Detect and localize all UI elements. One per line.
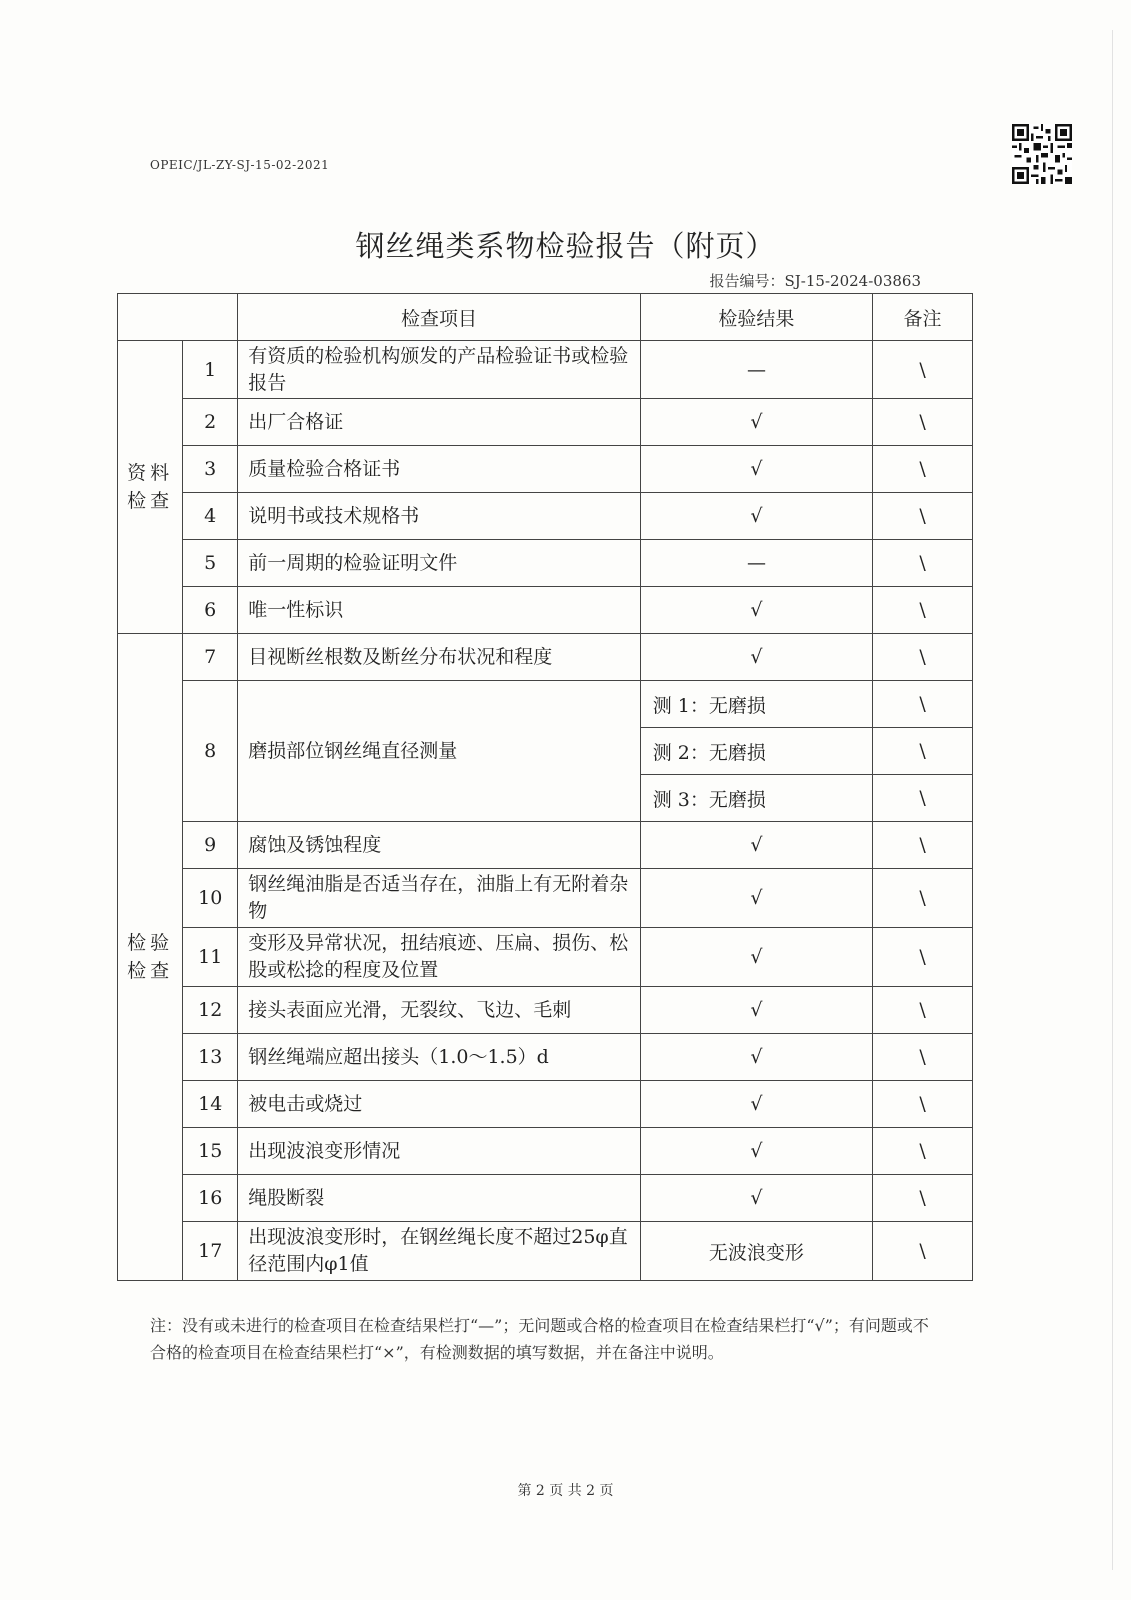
page-number: 第 2 页 共 2 页	[517, 1483, 614, 1499]
table-header-row	[118, 294, 973, 341]
row-item: 说明书或技术规格书	[238, 493, 641, 540]
row-number: 4	[183, 493, 238, 540]
row-remark: \	[873, 681, 973, 728]
row-number: 3	[183, 446, 238, 493]
row-item: 变形及异常状况，扭结痕迹、压扁、损伤、松股或松捻的程度及位置	[238, 928, 641, 987]
row-remark: \	[873, 1034, 973, 1081]
qr-code-icon	[1012, 124, 1072, 184]
header-remark: 备注	[873, 294, 973, 341]
row-remark: \	[873, 446, 973, 493]
header-item: 检查项目	[238, 294, 641, 341]
table-row	[118, 587, 973, 634]
row-item: 绳股断裂	[238, 1175, 641, 1222]
row-result: √	[640, 822, 872, 869]
row-item: 前一周期的检验证明文件	[238, 540, 641, 587]
row-number: 16	[183, 1175, 238, 1222]
row-remark: \	[873, 587, 973, 634]
row-number: 15	[183, 1128, 238, 1175]
table-row	[118, 1175, 973, 1222]
row-remark: \	[873, 341, 973, 399]
row-result: √	[640, 399, 872, 446]
report-number-label: 报告编号：	[709, 272, 785, 290]
row-remark: \	[873, 1222, 973, 1281]
row-remark: \	[873, 987, 973, 1034]
row-number: 14	[183, 1081, 238, 1128]
row-remark: \	[873, 399, 973, 446]
row-number: 7	[183, 634, 238, 681]
table-row	[118, 1222, 973, 1281]
row-remark: \	[873, 493, 973, 540]
row-number: 5	[183, 540, 238, 587]
row-item: 腐蚀及锈蚀程度	[238, 822, 641, 869]
row-remark: \	[873, 1081, 973, 1128]
row-remark: \	[873, 634, 973, 681]
row-result: —	[640, 341, 872, 399]
row-number: 1	[183, 341, 238, 399]
row-result: 无波浪变形	[640, 1222, 872, 1281]
header-result: 检验结果	[640, 294, 872, 341]
table-row	[118, 681, 973, 728]
table-row	[118, 869, 973, 928]
group-document-check: 资料检查	[118, 341, 183, 634]
row-item: 出现波浪变形情况	[238, 1128, 641, 1175]
row-result: √	[640, 869, 872, 928]
row-remark: \	[873, 869, 973, 928]
row-item: 质量检验合格证书	[238, 446, 641, 493]
document-code: OPEIC/JL-ZY-SJ-15-02-2021	[150, 158, 330, 172]
row-remark: \	[873, 822, 973, 869]
row-number: 17	[183, 1222, 238, 1281]
row-item: 出现波浪变形时，在钢丝绳长度不超过25φ直径范围内φ1值	[238, 1222, 641, 1281]
row-result: √	[640, 446, 872, 493]
row-remark: \	[873, 928, 973, 987]
row-result: 测 2：无磨损	[640, 728, 872, 775]
row-result: √	[640, 1175, 872, 1222]
report-title: 钢丝绳类系物检验报告（附页）	[355, 229, 776, 263]
row-number: 12	[183, 987, 238, 1034]
table-row	[118, 928, 973, 987]
row-number: 10	[183, 869, 238, 928]
row-result: √	[640, 493, 872, 540]
row-remark: \	[873, 728, 973, 775]
row-remark: \	[873, 540, 973, 587]
table-row	[118, 1034, 973, 1081]
row-result: √	[640, 1034, 872, 1081]
row-result: √	[640, 634, 872, 681]
row-item: 目视断丝根数及断丝分布状况和程度	[238, 634, 641, 681]
row-result: √	[640, 987, 872, 1034]
row-item: 接头表面应光滑，无裂纹、飞边、毛刺	[238, 987, 641, 1034]
row-item: 钢丝绳油脂是否适当存在，油脂上有无附着杂物	[238, 869, 641, 928]
row-item: 有资质的检验机构颁发的产品检验证书或检验报告	[238, 341, 641, 399]
row-result: 测 1：无磨损	[640, 681, 872, 728]
row-remark: \	[873, 775, 973, 822]
row-result: √	[640, 1128, 872, 1175]
row-item: 被电击或烧过	[238, 1081, 641, 1128]
table-row	[118, 399, 973, 446]
report-number	[710, 270, 922, 291]
row-item: 出厂合格证	[238, 399, 641, 446]
header-blank-cell	[118, 294, 238, 341]
row-number: 11	[183, 928, 238, 987]
table-row	[118, 822, 973, 869]
row-number: 2	[183, 399, 238, 446]
report-number-value: SJ-15-2024-03863	[784, 272, 921, 290]
row-result: 测 3：无磨损	[640, 775, 872, 822]
table-row	[118, 987, 973, 1034]
table-row	[118, 1128, 973, 1175]
table-row	[118, 1081, 973, 1128]
row-item: 唯一性标识	[238, 587, 641, 634]
row-number: 6	[183, 587, 238, 634]
footnote: 注：没有或未进行的检查项目在检查结果栏打“—”；无问题或合格的检查项目在检查结果栏打“√”；有问题或不合格的检查项目在检查结果栏打“×”，有检测数据的填写数据，并在备注中说明。	[150, 1316, 929, 1362]
table-row	[118, 540, 973, 587]
row-number: 13	[183, 1034, 238, 1081]
row-result: √	[640, 1081, 872, 1128]
table-row	[118, 634, 973, 681]
row-result: √	[640, 928, 872, 987]
table-row	[118, 341, 973, 399]
row-remark: \	[873, 1128, 973, 1175]
row-number: 9	[183, 822, 238, 869]
group-inspection-check: 检验检查	[118, 634, 183, 1281]
row-item: 钢丝绳端应超出接头（1.0～1.5）d	[238, 1034, 641, 1081]
row-remark: \	[873, 1175, 973, 1222]
row-result: —	[640, 540, 872, 587]
table-row	[118, 446, 973, 493]
inspection-table	[117, 293, 973, 1281]
table-row	[118, 493, 973, 540]
row-item: 磨损部位钢丝绳直径测量	[238, 681, 641, 822]
row-result: √	[640, 587, 872, 634]
row-number: 8	[183, 681, 238, 822]
